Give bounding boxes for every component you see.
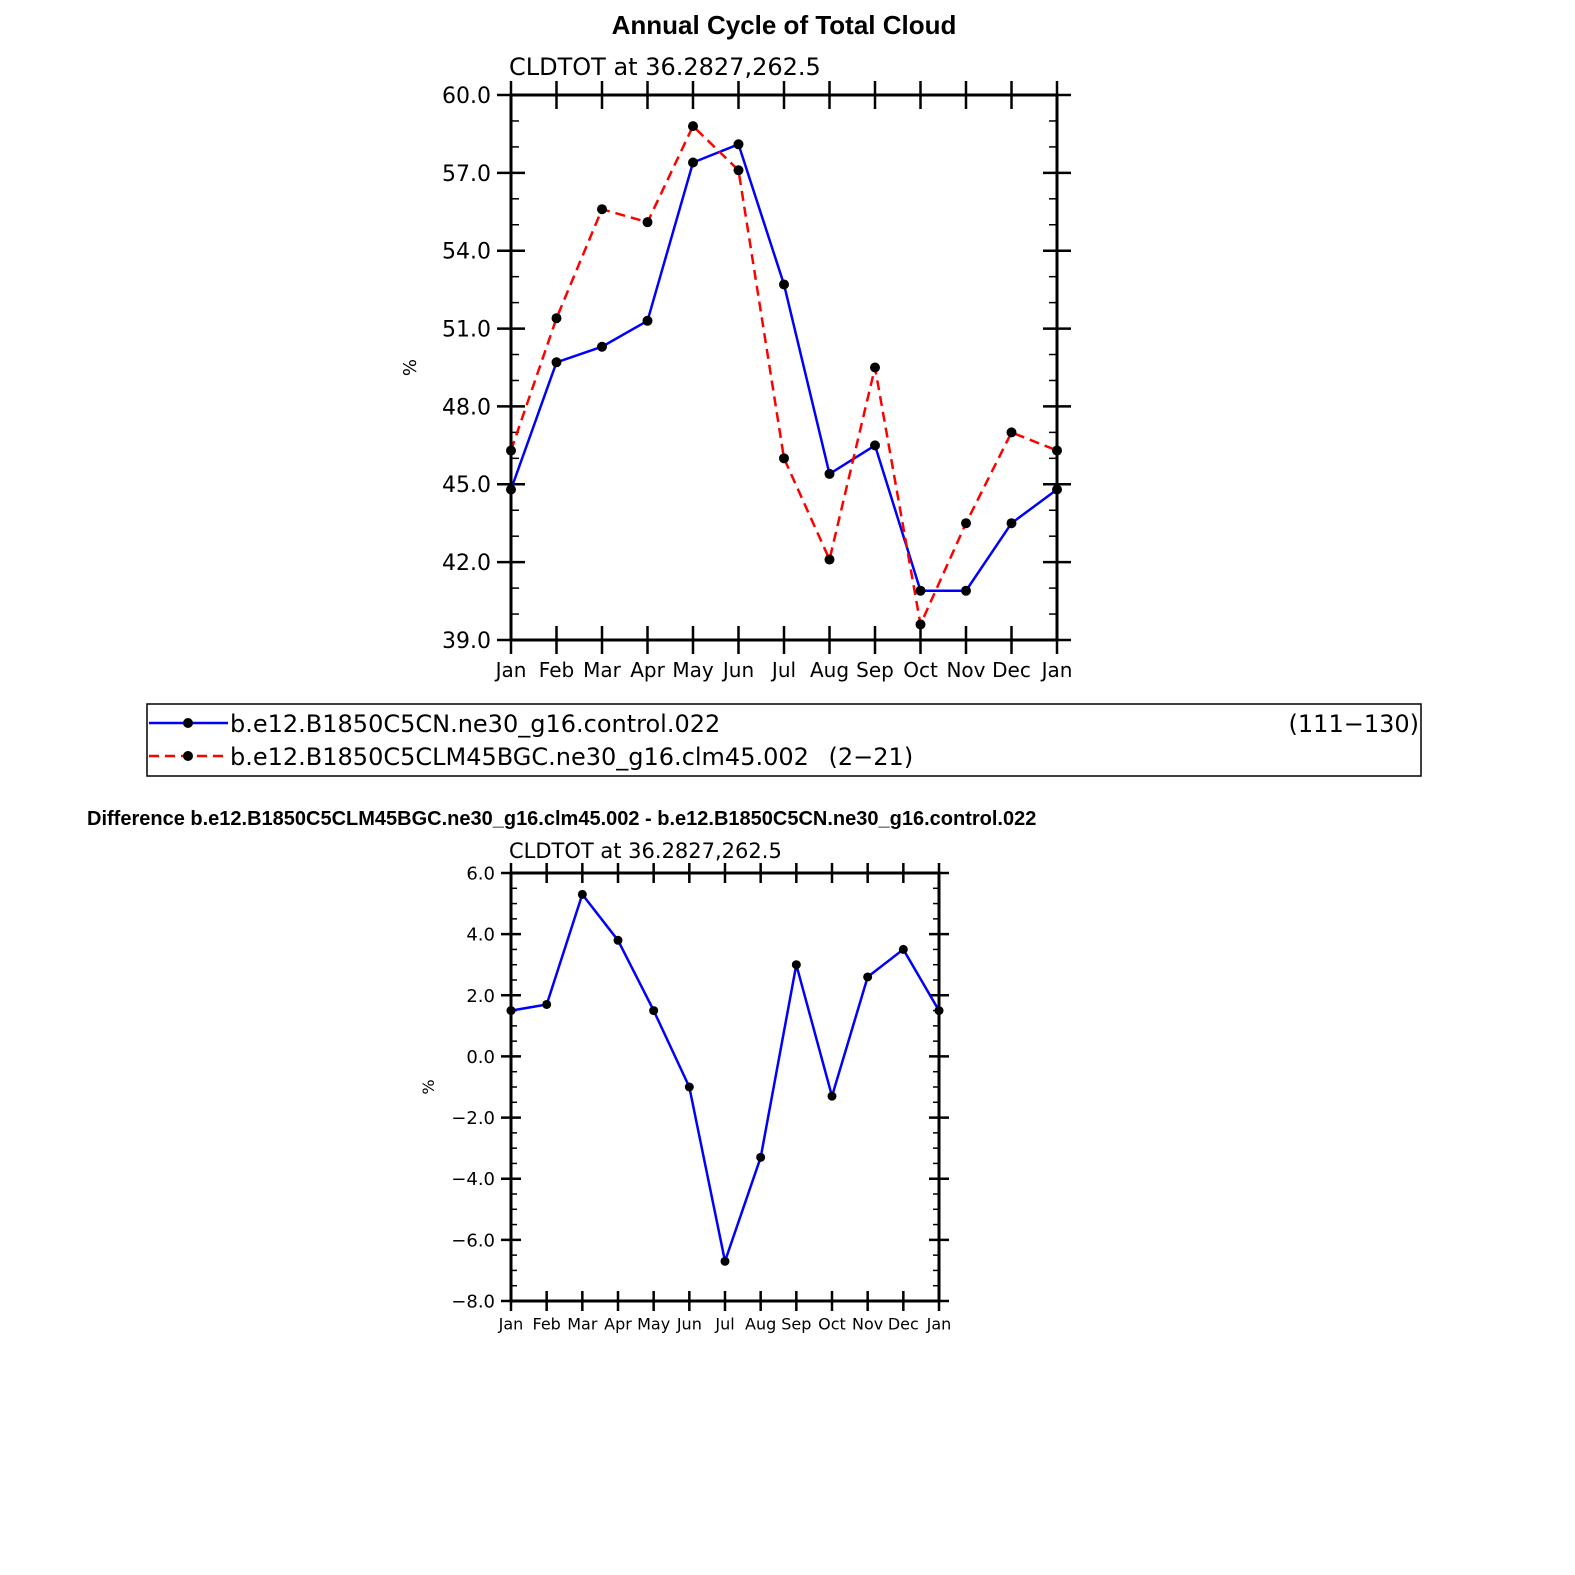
main-chart-series <box>506 121 1062 629</box>
series-1-point <box>1007 427 1017 437</box>
legend-control-label: b.e12.B1850C5CN.ne30_g16.control.022 <box>230 710 721 738</box>
x-tick-label: Aug <box>809 658 850 682</box>
difference-chart-y-axis-label: % <box>419 1079 438 1095</box>
x-tick-label: Jul <box>771 658 797 682</box>
main-chart-x-tick-labels <box>494 658 1073 682</box>
x-tick-label: Sep <box>781 1314 812 1334</box>
y-tick-label: 60.0 <box>442 83 491 109</box>
x-tick-label: Feb <box>532 1314 561 1334</box>
x-tick-label: Apr <box>630 658 665 682</box>
difference-chart-ticks <box>501 863 949 1311</box>
x-tick-label: Apr <box>604 1314 632 1334</box>
x-tick-label: Jun <box>676 1314 702 1334</box>
main-chart-y-axis-label: % <box>400 358 421 377</box>
difference-chart <box>419 863 951 1333</box>
series-0-point <box>756 1153 765 1162</box>
main-chart-subtitle: CLDTOT at 36.2827,262.5 <box>509 53 821 81</box>
main-chart-frame <box>511 95 1057 640</box>
series-0-point <box>643 316 653 326</box>
legend-control-marker <box>183 718 193 728</box>
y-tick-label: 0.0 <box>466 1046 495 1068</box>
series-0-point <box>542 1000 551 1009</box>
series-0-point <box>552 357 562 367</box>
series-1-point <box>688 121 698 131</box>
series-0-point <box>597 342 607 352</box>
y-tick-label: −6.0 <box>451 1230 495 1252</box>
main-chart <box>400 81 1072 682</box>
difference-chart-series <box>507 890 944 1266</box>
legend-clm45-years: (2−21) <box>828 743 914 771</box>
series-0-point <box>863 972 872 981</box>
main-chart-ticks <box>497 81 1071 654</box>
x-tick-label: Jan <box>1041 658 1073 682</box>
x-tick-label: Dec <box>992 658 1031 682</box>
y-tick-label: 39.0 <box>442 628 491 654</box>
series-0-point <box>792 960 801 969</box>
series-0-line <box>511 144 1057 590</box>
y-tick-label: −2.0 <box>451 1108 495 1130</box>
main-chart-y-tick-labels <box>442 84 491 654</box>
series-0-point <box>1007 518 1017 528</box>
y-tick-label: 54.0 <box>442 239 491 265</box>
y-tick-label: 57.0 <box>442 161 491 187</box>
x-tick-label: Nov <box>946 658 986 682</box>
main-chart-title: Annual Cycle of Total Cloud <box>611 10 957 40</box>
series-0-point <box>734 139 744 149</box>
series-1-point <box>643 217 653 227</box>
legend <box>147 704 1421 776</box>
series-1-point <box>916 619 926 629</box>
x-tick-label: Mar <box>583 658 621 682</box>
legend-clm45-name: b.e12.B1850C5CLM45BGC.ne30_g16.clm45.002 <box>230 743 809 771</box>
y-tick-label: 2.0 <box>466 985 495 1007</box>
x-tick-label: May <box>672 658 714 682</box>
series-0-point <box>779 279 789 289</box>
x-tick-label: Aug <box>745 1314 777 1334</box>
x-tick-label: Feb <box>538 658 575 682</box>
series-0-point <box>688 157 698 167</box>
series-1-point <box>734 165 744 175</box>
y-tick-label: 4.0 <box>466 924 495 946</box>
difference-chart-y-tick-labels <box>451 863 495 1312</box>
y-tick-label: 45.0 <box>442 473 491 499</box>
y-tick-label: 6.0 <box>466 863 495 885</box>
series-1-point <box>825 555 835 565</box>
difference-chart-title: Difference b.e12.B1850C5CLM45BGC.ne30_g16.clm45.002 - b.e12.B1850C5CN.ne30_g16.control.022 <box>87 808 1037 830</box>
series-0-point <box>685 1083 694 1092</box>
series-0-point <box>899 945 908 954</box>
x-tick-label: Mar <box>567 1314 598 1334</box>
legend-clm45-marker <box>183 751 193 761</box>
series-1-point <box>597 204 607 214</box>
y-tick-label: 51.0 <box>442 317 491 343</box>
difference-chart-subtitle: CLDTOT at 36.2827,262.5 <box>509 839 782 863</box>
series-0-point <box>961 586 971 596</box>
x-tick-label: Jul <box>715 1314 735 1334</box>
legend-clm45-label <box>230 743 913 771</box>
x-tick-label: Jan <box>498 1314 524 1334</box>
x-tick-label: Jan <box>926 1314 952 1334</box>
series-0-point <box>721 1257 730 1266</box>
series-1-point <box>961 518 971 528</box>
x-tick-label: Oct <box>818 1314 846 1334</box>
series-0-line <box>511 894 939 1261</box>
difference-chart-frame <box>511 873 939 1301</box>
x-tick-label: Sep <box>856 658 894 682</box>
series-1-point <box>870 363 880 373</box>
series-0-point <box>578 890 587 899</box>
y-tick-label: 42.0 <box>442 551 491 577</box>
series-1-line <box>511 126 1057 624</box>
x-tick-label: Dec <box>887 1314 919 1334</box>
y-tick-label: 48.0 <box>442 395 491 421</box>
legend-control-years: (111−130) <box>1288 710 1419 738</box>
y-tick-label: −8.0 <box>451 1291 495 1313</box>
x-tick-label: Jun <box>722 658 755 682</box>
series-0-point <box>649 1006 658 1015</box>
series-1-point <box>779 453 789 463</box>
series-0-point <box>870 440 880 450</box>
series-0-point <box>825 469 835 479</box>
series-0-point <box>828 1092 837 1101</box>
series-0-point <box>614 936 623 945</box>
series-0-point <box>916 586 926 596</box>
x-tick-label: Jan <box>495 658 527 682</box>
series-1-point <box>552 313 562 323</box>
x-tick-label: Oct <box>903 658 938 682</box>
x-tick-label: May <box>637 1314 671 1334</box>
y-tick-label: −4.0 <box>451 1169 495 1191</box>
difference-chart-x-tick-labels <box>498 1314 952 1333</box>
x-tick-label: Nov <box>852 1314 884 1334</box>
